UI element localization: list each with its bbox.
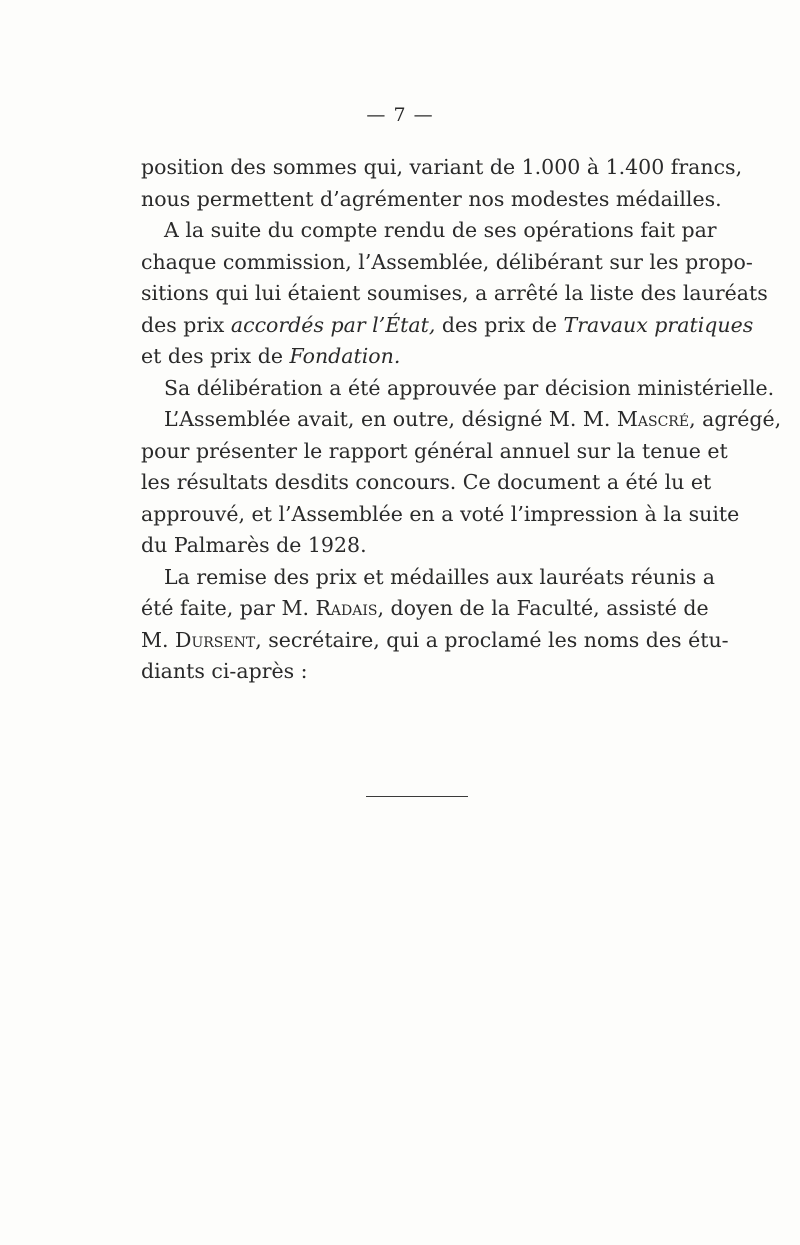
text-line: du Palmarès de 1928. [141, 533, 367, 557]
person-name: Mascré [616, 407, 690, 431]
text-line: et des prix de Fondation. [141, 344, 401, 368]
text-line: A la suite du compte rendu de ses opérations fait par [164, 218, 717, 242]
text-line: diants ci-après : [141, 659, 308, 683]
italic-text: Fondation. [289, 344, 401, 368]
text-line: sitions qui lui étaient soumises, a arrêté la liste des lauréats [141, 281, 768, 305]
section-divider [366, 796, 468, 797]
text-line: position des sommes qui, variant de 1.000 à 1.400 francs, [141, 155, 743, 179]
text-line: Sa délibération a été approuvée par décision ministérielle. [164, 375, 775, 400]
text-line: des prix accordés par l’État, des prix de Travaux pratiques [141, 312, 754, 337]
text-line: les résultats desdits concours. Ce document a été lu et [141, 470, 712, 494]
page-number: — 7 — [366, 104, 434, 126]
text-line: nous permettent d’agrémenter nos modestes médailles. [141, 186, 722, 211]
text-line: La remise des prix et médailles aux lauréats réunis a [164, 564, 715, 589]
person-name: Radais [315, 596, 378, 620]
italic-text: Travaux pratiques [563, 312, 754, 337]
text-line: M. Dursent, secrétaire, qui a proclamé les noms des étu- [141, 627, 729, 652]
italic-text: accordés par l’État, [230, 312, 436, 337]
body-text [141, 152, 782, 688]
text-line: L’Assemblée avait, en outre, désigné M. M. Mascré, agrégé, [164, 407, 782, 431]
text-line: approuvé, et l’Assemblée en a voté l’impression à la suite [141, 501, 740, 526]
person-name: Dursent [175, 627, 256, 652]
text-line: pour présenter le rapport général annuel sur la tenue et [141, 438, 728, 463]
text-line: chaque commission, l’Assemblée, délibérant sur les propo- [141, 249, 753, 274]
text-line: été faite, par M. Radais, doyen de la Faculté, assisté de [141, 596, 709, 620]
